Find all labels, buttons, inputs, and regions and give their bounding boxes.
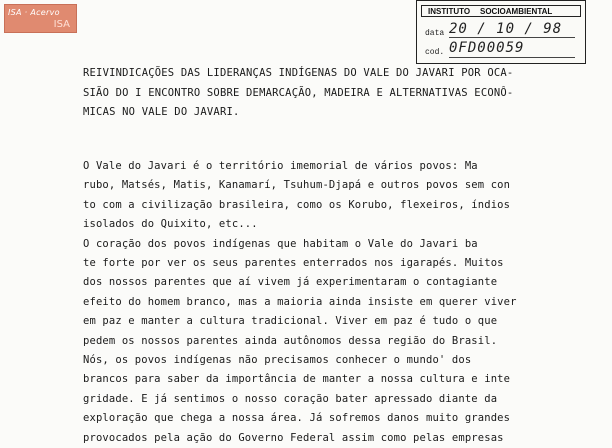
stamp-date-value: 20 / 10 / 98 [449, 21, 563, 37]
stamp-institution-b: SOCIOAMBIENTAL [480, 7, 553, 16]
body-line: brancos para saber da importância de manter a nossa cultura e inte [83, 373, 511, 386]
body-line: dos nossos parentes que aí vivem já experimentaram o contagiante [83, 276, 498, 289]
stamp-cod-value: 0FD00059 [449, 40, 525, 56]
body-line: provocados pela ação do Governo Federal assim como pelas empresas [83, 431, 504, 444]
body-line: em paz e manter a cultura tradicional. Viver em paz é tudo o que [83, 315, 498, 328]
stamp-institution-a: INSTITUTO [428, 7, 471, 16]
body-line: te forte por ver os seus parentes enterrados nos igarapés. Muitos [83, 257, 504, 270]
logo-mark: ISA [53, 19, 70, 30]
stamp-header [421, 5, 581, 17]
body-line: O coração dos povos indígenas que habitam o Vale do Javari ba [83, 237, 478, 250]
body-line: Nós, os povos indígenas não precisamos conhecer o mundo' dos [83, 354, 472, 367]
body-line: efeito do homem branco, mas a maioria ainda insiste em querer viver [83, 295, 517, 308]
body-line: rubo, Matsés, Matis, Kanamarí, Tsuhum-Djapá e outros povos sem con [83, 179, 511, 192]
body-line: gridade. E já sentimos o nosso coração bater apressado diante da [83, 392, 498, 405]
title-line: MICAS NO VALE DO JAVARI. [83, 106, 240, 118]
body-line: to com a civilização brasileira, como os Korubo, flexeiros, índios [83, 198, 511, 211]
body-line: pedem os nossos parentes ainda autônomos dessa região do Brasil. [83, 334, 498, 347]
document-title [83, 64, 583, 123]
archive-stamp [416, 0, 586, 64]
stamp-cod-line [449, 57, 575, 58]
stamp-date-line [449, 37, 575, 38]
stamp-date-label: data [425, 29, 445, 38]
body-line: isolados do Quixito, etc... [83, 218, 258, 231]
logo-text: ISA · Acervo [8, 8, 60, 17]
isa-logo [4, 4, 77, 33]
document-body [83, 157, 583, 448]
body-line: O Vale do Javari é o território imemorial de vários povos: Ma [83, 160, 478, 172]
title-line: REIVINDICAÇÕES DAS LIDERANÇAS INDÍGENAS DO VALE DO JAVARI POR OCA- [83, 67, 514, 79]
title-line: SIÃO DO I ENCONTRO SOBRE DEMARCAÇÃO, MADEIRA E ALTERNATIVAS ECONÔ- [83, 86, 514, 99]
body-line: exploração que chega a nossa área. Já sofremos danos muito grandes [83, 412, 511, 425]
stamp-cod-label: cod. [425, 48, 445, 57]
